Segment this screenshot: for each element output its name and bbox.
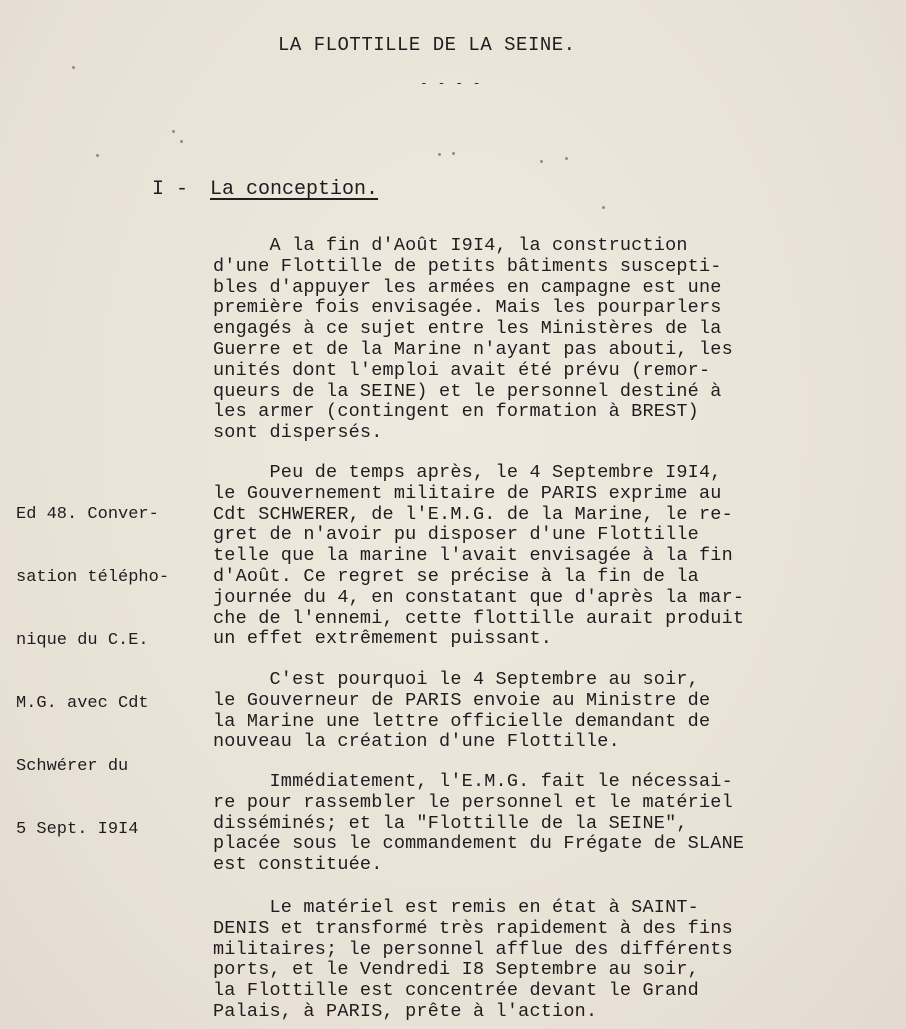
paragraph-line: le Gouverneur de PARIS envoie au Ministre de — [213, 689, 711, 711]
paragraph-line: C'est pourquoi le 4 Septembre au soir, — [213, 669, 699, 690]
paragraph-line: est constituée. — [213, 854, 383, 876]
paragraph-line: unités dont l'emploi avait été prévu (remor- — [213, 359, 711, 381]
paragraph-line: che de l'ennemi, cette flottille aurait produit — [213, 607, 745, 629]
scan-speck — [540, 160, 543, 163]
paragraph-line: Guerre et de la Marine n'ayant pas abouti, les — [213, 338, 733, 360]
paragraph-line: placée sous le commandement du Frégate de SLANE — [213, 833, 745, 855]
paragraph-line: ports, et le Vendredi I8 Septembre au soir, — [213, 959, 699, 981]
paragraph-line: Palais, à PARIS, prête à l'action. — [213, 1000, 598, 1022]
paragraph-line: disséminés; et la "Flottille de la SEINE", — [213, 812, 688, 834]
margin-note — [16, 462, 169, 882]
scan-speck — [180, 140, 183, 143]
margin-note-line: sation télépho- — [16, 568, 170, 587]
paragraph-line: la Marine une lettre officielle demandant de — [213, 710, 711, 732]
scan-speck — [602, 206, 605, 209]
section-heading — [152, 178, 378, 201]
paragraph-line: A la fin d'Août I9I4, la construction — [213, 235, 688, 256]
paragraph-line: Peu de temps après, le 4 Septembre I9I4, — [213, 462, 722, 483]
paragraph-3 — [213, 670, 813, 753]
margin-note-line: nique du C.E. — [16, 631, 149, 650]
margin-note-line: M.G. avec Cdt — [16, 694, 149, 713]
paragraph-line: d'Août. Ce regret se précise à la fin de la — [213, 565, 699, 587]
section-number: I - — [152, 178, 189, 201]
margin-note-line: 5 Sept. I9I4 — [16, 820, 139, 839]
paragraph-line: un effet extrêmement puissant. — [213, 628, 553, 650]
paragraph-line: re pour rassembler le personnel et le matériel — [213, 791, 733, 813]
scan-speck — [565, 157, 568, 160]
paragraph-line: nouveau la création d'une Flottille. — [213, 731, 620, 753]
paragraph-5 — [213, 898, 813, 1023]
scan-speck — [172, 130, 175, 133]
margin-note-line: Ed 48. Conver- — [16, 505, 159, 524]
section-title: La conception. — [210, 178, 379, 201]
paragraph-line: Immédiatement, l'E.M.G. fait le nécessai- — [213, 771, 733, 792]
scan-speck — [452, 152, 455, 155]
paragraph-line: engagés à ce sujet entre les Ministères de la — [213, 318, 722, 340]
paragraph-line: journée du 4, en constatant que d'après la mar- — [213, 586, 745, 608]
document-title: LA FLOTTILLE DE LA SEINE. — [278, 34, 576, 56]
paragraph-line: militaires; le personnel afflue des différents — [213, 938, 733, 960]
paragraph-line: le Gouvernement militaire de PARIS exprime au — [213, 482, 722, 504]
paragraph-1 — [213, 236, 813, 444]
paragraph-line: telle que la marine l'avait envisagée à la fin — [213, 545, 733, 567]
paragraph-line: d'une Flottille de petits bâtiments suscepti- — [213, 255, 722, 277]
scan-speck — [96, 154, 99, 157]
paragraph-line: Cdt SCHWERER, de l'E.M.G. de la Marine, le re- — [213, 503, 733, 525]
paragraph-line: Le matériel est remis en état à SAINT- — [213, 897, 699, 918]
paragraph-line: sont dispersés. — [213, 422, 383, 444]
paragraph-line: les armer (contingent en formation à BREST) — [213, 401, 699, 423]
paragraph-4 — [213, 772, 813, 876]
paragraph-line: la Flottille est concentrée devant le Grand — [213, 980, 699, 1002]
paragraph-line: première fois envisagée. Mais les pourparlers — [213, 297, 722, 319]
margin-note-line: Schwérer du — [16, 757, 129, 776]
paragraph-line: queurs de la SEINE) et le personnel destiné à — [213, 380, 722, 402]
paragraph-line: bles d'appuyer les armées en campagne est une — [213, 276, 722, 298]
paragraph-line: gret de n'avoir pu disposer d'une Flottille — [213, 524, 699, 546]
title-separator: - - - - — [420, 76, 482, 91]
scan-speck — [72, 66, 75, 69]
paragraph-line: DENIS et transformé très rapidement à des fins — [213, 917, 733, 939]
scan-speck — [438, 153, 441, 156]
paragraph-2 — [213, 463, 813, 650]
